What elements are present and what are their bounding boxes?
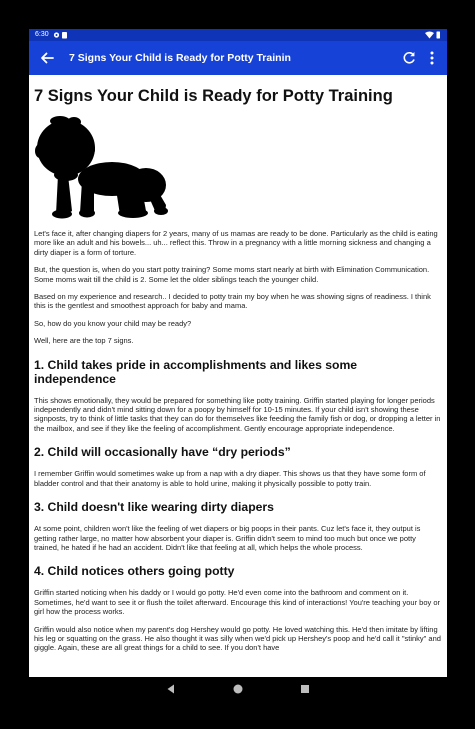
back-arrow-icon[interactable] bbox=[37, 48, 57, 68]
section-paragraph: This shows emotionally, they would be prepared for something like potty training. Griffin started playing for longer periods independently and didn't mind sitting down for a poopy by himself for 10-15 minutes. If your child isn't showing these signposts, try to think of little tasks that they can do for themselves like feeding the family fish or dog, or dropping a letter in the mailbox, and see if they like the feeling of accomplishment. Gently encourage appropriate independence. bbox=[34, 395, 441, 433]
intro-paragraph: Let's face it, after changing diapers for 2 years, many of us mamas are ready to be done. Particularly as the child is eating more like an adult and his bowels... uh... reflect this. Throw in a pregnancy with a little morning sickness and changing a dirty diaper is a form of torture. bbox=[34, 229, 438, 257]
status-bar bbox=[29, 29, 447, 41]
intro-paragraph: But, the question is, when do you start potty training? Some moms start nearly at birth with Elimination Communication. Some moms wait till the child is 2. Some let the older siblings teach the younger child. bbox=[34, 265, 430, 284]
status-time: 6:30 bbox=[35, 31, 49, 38]
intro-paragraph: So, how do you know your child may be ready? bbox=[34, 318, 192, 328]
section-heading: 1. Child takes pride in accomplishments and likes some independence bbox=[34, 357, 358, 386]
section-paragraph: At some point, children won't like the feeling of wet diapers or big poops in their pants. Cuz let's face it, they output is getting rather large, no matter how absorbent your diaper is. Griffin didn't seem to mind too much but once we potty trained, he hated if he had an accident. Didn't like that feeling at all, which helps the whole process. bbox=[34, 524, 421, 552]
article-scroll-view[interactable] bbox=[29, 75, 447, 677]
nav-recents-icon[interactable] bbox=[298, 682, 312, 696]
section-paragraph: Griffin started noticing when his daddy or I would go potty. He'd even come into the bathroom and comment on it. Sometimes, he'd want to see it or flush the toilet afterward. Encourage this kind of interactions! You're teaching your boy or girl how the process works. bbox=[34, 588, 441, 617]
intro-paragraph: Based on my experience and research.. I decided to potty train my boy when he was showing signs of readiness. I think this is the gentlest and smoothest approach for baby and mama. bbox=[34, 292, 431, 311]
device-screen bbox=[29, 29, 447, 701]
system-nav-bar bbox=[29, 677, 447, 701]
section-heading: 2. Child will occasionally have “dry periods” bbox=[34, 445, 291, 460]
nav-home-icon[interactable] bbox=[231, 682, 245, 696]
refresh-icon[interactable] bbox=[401, 50, 417, 66]
intro-paragraph: Well, here are the top 7 signs. bbox=[34, 336, 134, 346]
section-heading: 3. Child doesn't like wearing dirty diapers bbox=[34, 500, 274, 515]
nav-back-icon[interactable] bbox=[164, 682, 178, 696]
article-title: 7 Signs Your Child is Ready for Potty Training bbox=[34, 87, 393, 105]
section-heading: 4. Child notices others going potty bbox=[34, 564, 235, 579]
article bbox=[29, 75, 447, 653]
app-bar bbox=[29, 41, 447, 75]
section-paragraph: Griffin would also notice when my parent's dog Hershey would go potty. He loved watching this. He'd then imitate by lifting his leg or squatting on the grass. He also thought it was silly when we'd pick up Hershey's poop and he'd call it "stinky" and giggle. Again, these are all great things for a child to see. If you don't have bbox=[34, 624, 441, 653]
status-wifi-battery-icons bbox=[425, 31, 441, 39]
crawling-baby-image bbox=[34, 115, 169, 221]
more-options-icon[interactable] bbox=[425, 50, 439, 66]
section-paragraph: I remember Griffin would sometimes wake up from a nap with a dry diaper. This shows us that they have some form of bladder control and that their anatomy is able to hold urine, making it physically possible to potty train. bbox=[34, 469, 426, 488]
status-notification-icons bbox=[53, 31, 73, 39]
page-title: 7 Signs Your Child is Ready for Potty Trainin bbox=[69, 52, 291, 64]
